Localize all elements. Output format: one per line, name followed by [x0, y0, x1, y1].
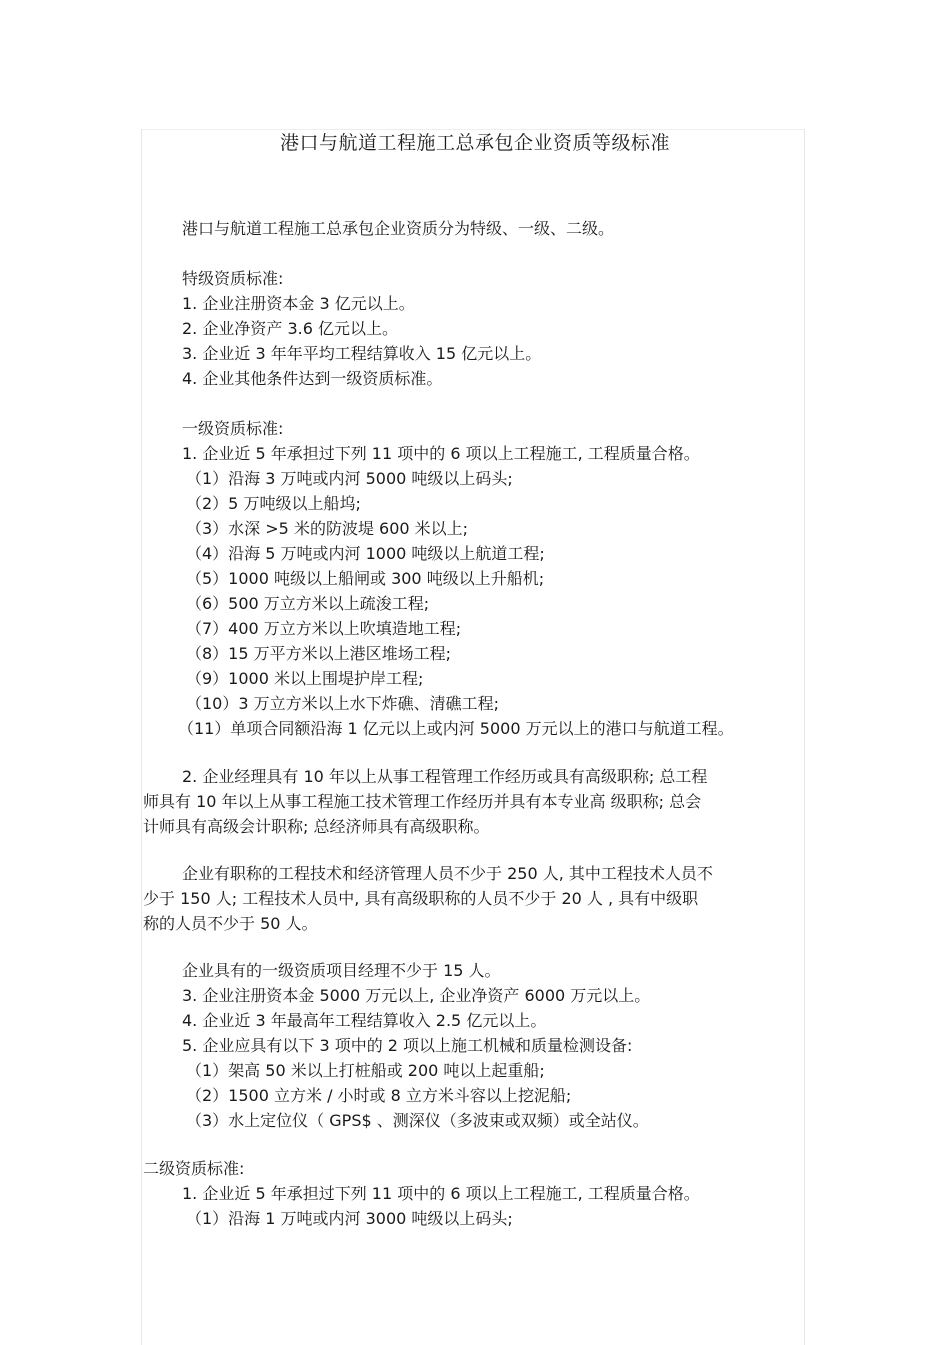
special-item-3: 3. 企业近 3 年年平均工程结算收入 15 亿元以上。 [182, 344, 542, 363]
first-project-3: （3）水深 >5 米的防波堤 600 米以上; [186, 519, 469, 538]
second-heading: 二级资质标准: [143, 1159, 245, 1178]
staff-line-1: 企业有职称的工程技术和经济管理人员不少于 250 人, 其中工程技术人员不 [182, 864, 713, 883]
first-item-2-line-2: 师具有 10 年以上从事工程施工技术管理工作经历并具有本专业高 级职称; 总会 [143, 792, 702, 811]
first-project-9: （9）1000 米以上围堤护岸工程; [186, 669, 424, 688]
first-item-2-line-3: 计师具有高级会计职称; 总经济师具有高级职称。 [143, 817, 490, 836]
first-item-4: 4. 企业近 3 年最高年工程结算收入 2.5 亿元以上。 [182, 1011, 547, 1030]
document-title: 港口与航道工程施工总承包企业资质等级标准 [279, 132, 670, 154]
first-item-3: 3. 企业注册资本金 5000 万元以上, 企业净资产 6000 万元以上。 [182, 986, 651, 1005]
staff-line-2: 少于 150 人; 工程技术人员中, 具有高级职称的人员不少于 20 人 , 具有中级职 [143, 889, 699, 908]
special-item-4: 4. 企业其他条件达到一级资质标准。 [182, 369, 443, 388]
first-project-6: （6）500 万立方米以上疏浚工程; [186, 594, 430, 613]
special-heading: 特级资质标准: [182, 269, 284, 288]
first-project-7: （7）400 万立方米以上吹填造地工程; [186, 619, 462, 638]
first-project-4: （4）沿海 5 万吨或内河 1000 吨级以上航道工程; [186, 544, 545, 563]
intro-text: 港口与航道工程施工总承包企业资质分为特级、一级、二级。 [182, 219, 615, 238]
first-heading: 一级资质标准: [182, 419, 284, 438]
first-project-10: （10）3 万立方米以上水下炸礁、清礁工程; [186, 694, 500, 713]
special-item-2: 2. 企业净资产 3.6 亿元以上。 [182, 319, 398, 338]
first-project-1: （1）沿海 3 万吨或内河 5000 吨级以上码头; [186, 469, 513, 488]
first-project-5: （5）1000 吨级以上船闸或 300 吨级以上升船机; [186, 569, 545, 588]
staff-line-3: 称的人员不少于 50 人。 [143, 914, 318, 933]
first-item-5: 5. 企业应具有以下 3 项中的 2 项以上施工机械和质量检测设备: [182, 1036, 633, 1055]
equipment-3: （3）水上定位仪（ GPS$ 、测深仪（多波束或双频）或全站仪。 [186, 1111, 649, 1130]
pm-line: 企业具有的一级资质项目经理不少于 15 人。 [182, 961, 501, 980]
first-project-2: （2）5 万吨级以上船坞; [186, 494, 361, 513]
second-project-1: （1）沿海 1 万吨或内河 3000 吨级以上码头; [186, 1209, 513, 1228]
second-item-1: 1. 企业近 5 年承担过下列 11 项中的 6 项以上工程施工, 工程质量合格。 [182, 1184, 700, 1203]
equipment-2: （2）1500 立方米 / 小时或 8 立方米斗容以上挖泥船; [186, 1086, 572, 1105]
special-item-1: 1. 企业注册资本金 3 亿元以上。 [182, 294, 415, 313]
first-project-8: （8）15 万平方米以上港区堆场工程; [186, 644, 452, 663]
first-project-11: （11）单项合同额沿海 1 亿元以上或内河 5000 万元以上的港口与航道工程。 [178, 719, 734, 738]
equipment-1: （1）架高 50 米以上打桩船或 200 吨以上起重船; [186, 1061, 545, 1080]
first-item-2-line-1: 2. 企业经理具有 10 年以上从事工程管理工作经历或具有高级职称; 总工程 [182, 767, 708, 786]
first-item-1: 1. 企业近 5 年承担过下列 11 项中的 6 项以上工程施工, 工程质量合格。 [182, 444, 700, 463]
